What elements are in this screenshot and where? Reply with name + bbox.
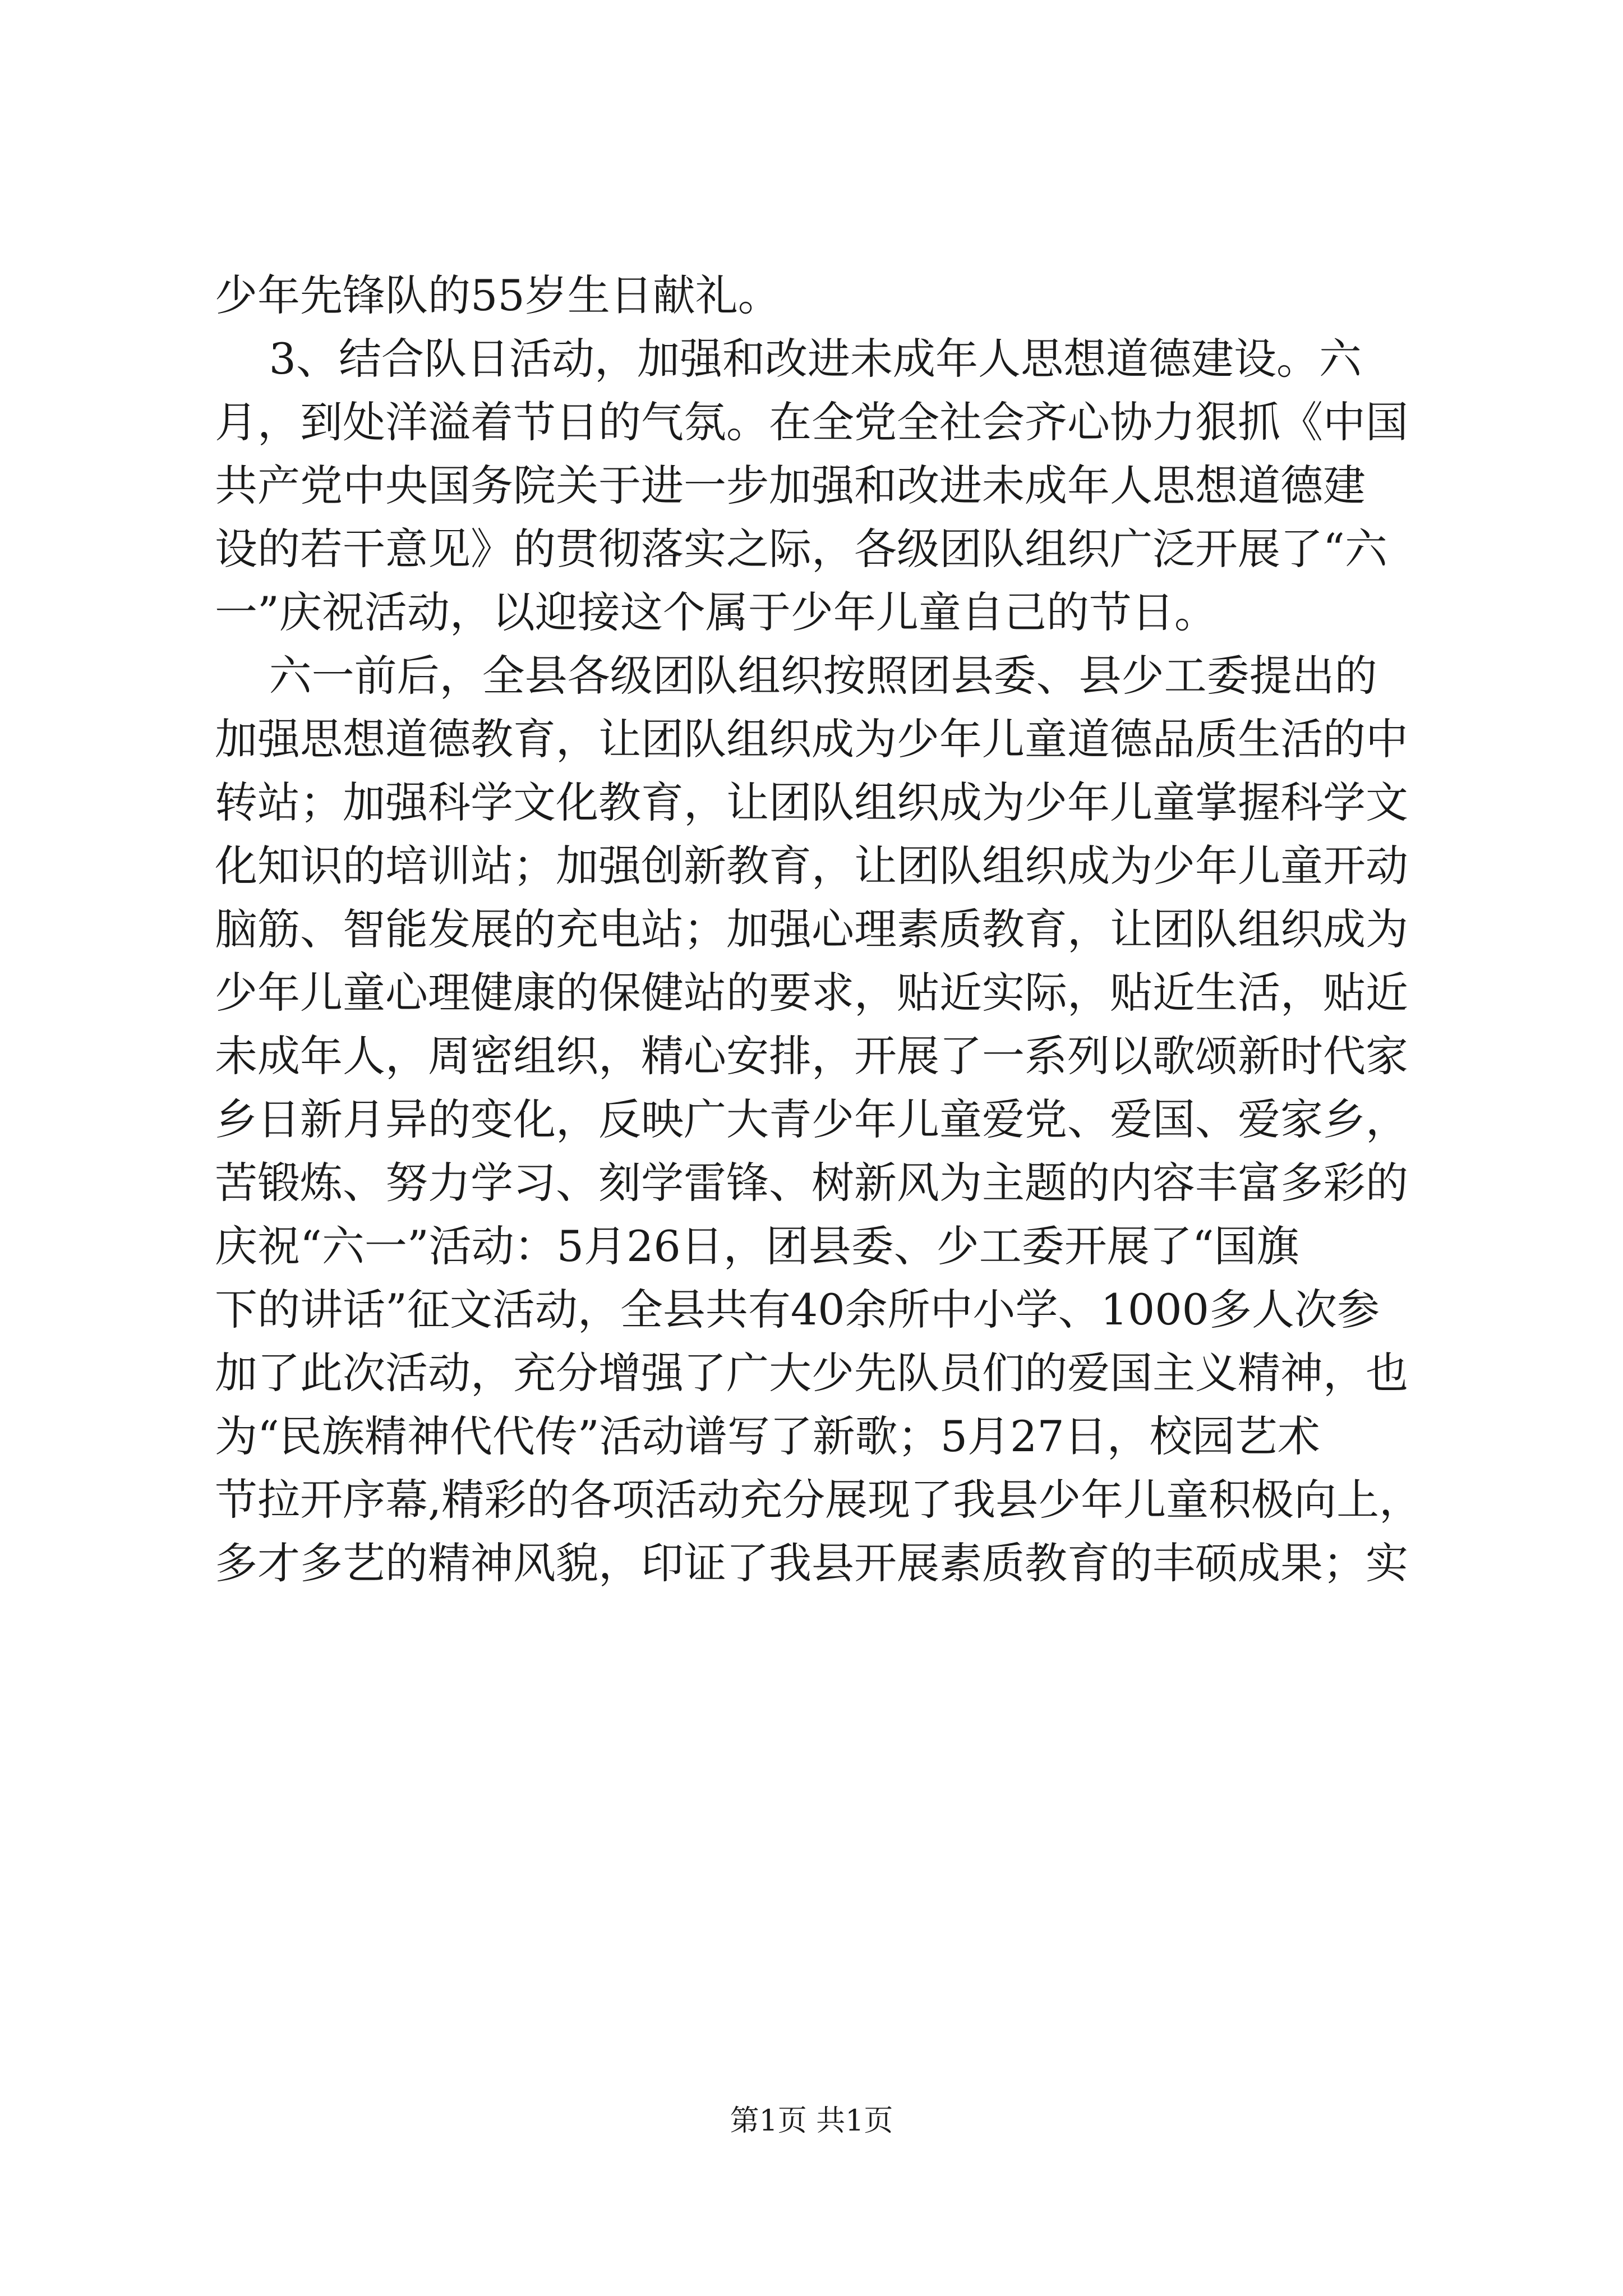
text-line: 少年先锋队的55岁生日献礼。	[215, 270, 781, 320]
document-body	[215, 264, 1438, 1595]
text-line: 设的若干意见》的贯彻落实之际，各级团队组织广泛开展了“六	[215, 524, 1387, 574]
text-line: 多才多艺的精神风貌，印证了我县开展素质教育的丰硕成果；实	[215, 1538, 1408, 1588]
text-line: 月，到处洋溢着节日的气氛。在全党全社会齐心协力狠抓《中国	[215, 397, 1408, 447]
text-line: 化知识的培训站；加强创新教育，让团队组织成为少年儿童开动	[215, 841, 1408, 891]
text-line: 转站；加强科学文化教育，让团队组织成为少年儿童掌握科学文	[215, 777, 1408, 827]
text-line: 为“民族精神代代传”活动谱写了新歌；5月27日，校园艺术	[215, 1411, 1320, 1461]
text-line: 未成年人，周密组织，精心安排，开展了一系列以歌颂新时代家	[215, 1031, 1408, 1081]
text-line: 庆祝“六一”活动：5月26日，团县委、少工委开展了“国旗	[215, 1221, 1299, 1271]
text-line: 苦锻炼、努力学习、刻学雷锋、树新风为主题的内容丰富多彩的	[215, 1158, 1408, 1208]
text-line: 一”庆祝活动，以迎接这个属于少年儿童自己的节日。	[215, 587, 1217, 637]
text-line: 乡日新月异的变化，反映广大青少年儿童爱党、爱国、爱家乡，	[215, 1094, 1408, 1144]
text-line: 少年儿童心理健康的保健站的要求，贴近实际，贴近生活，贴近	[215, 968, 1408, 1018]
text-line: 六一前后，全县各级团队组织按照团县委、县少工委提出的	[215, 651, 1377, 701]
text-line: 3、结合队日活动，加强和改进未成年人思想道德建设。六	[215, 334, 1362, 384]
text-line: 共产党中央国务院关于进一步加强和改进未成年人思想道德建	[215, 461, 1366, 510]
page-number-footer: 第1页 共1页	[730, 2104, 893, 2138]
text-line: 节拉开序幕,精彩的各项活动充分展现了我县少年儿童积极向上，	[215, 1475, 1422, 1525]
text-line: 加了此次活动，充分增强了广大少先队员们的爱国主义精神，也	[215, 1348, 1408, 1398]
text-line: 加强思想道德教育，让团队组织成为少年儿童道德品质生活的中	[215, 714, 1408, 764]
text-line: 下的讲话”征文活动，全县共有40余所中小学、1000多人次参	[215, 1285, 1380, 1335]
text-line: 脑筋、智能发展的充电站；加强心理素质教育，让团队组织成为	[215, 904, 1408, 954]
